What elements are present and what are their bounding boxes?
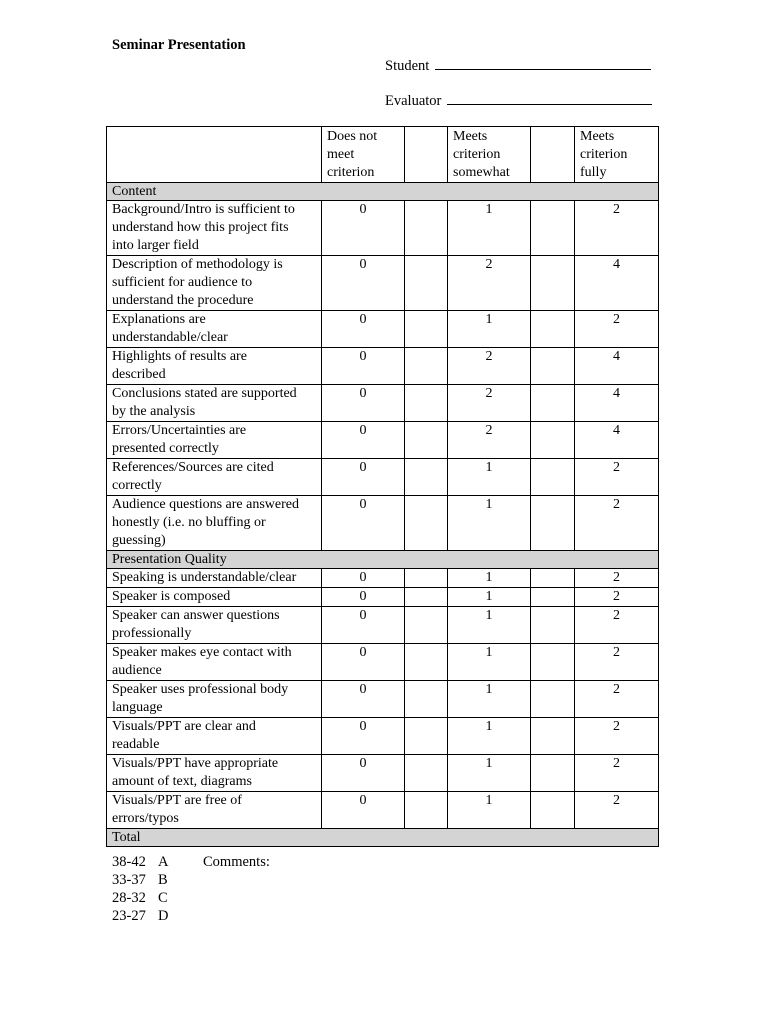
criterion-cell xyxy=(107,459,322,496)
evaluator-field[interactable] xyxy=(385,92,652,110)
cell-text-line: Speaking is understandable/clear xyxy=(112,570,297,585)
grade-range: 28-32 xyxy=(112,890,146,906)
score-cell[interactable]: 2 xyxy=(575,755,659,792)
table-row xyxy=(107,256,659,311)
score-cell[interactable]: 0 xyxy=(322,569,405,588)
total-label: Total xyxy=(107,829,659,847)
blank-cell[interactable] xyxy=(531,201,575,256)
comments-label: Comments: xyxy=(203,854,270,870)
blank-cell[interactable] xyxy=(405,256,448,311)
blank-cell[interactable] xyxy=(531,385,575,422)
criterion-cell xyxy=(107,201,322,256)
table-row xyxy=(107,459,659,496)
section-heading: Presentation Quality xyxy=(107,551,659,569)
cell-text-line: presented correctly xyxy=(112,441,219,456)
table-row xyxy=(107,718,659,755)
criterion-header-cell xyxy=(107,127,322,183)
grade-scale-item xyxy=(112,889,168,907)
score-cell[interactable]: 1 xyxy=(448,569,531,588)
score-cell[interactable]: 2 xyxy=(575,718,659,755)
score-cell[interactable]: 2 xyxy=(575,311,659,348)
student-blank-line[interactable] xyxy=(435,57,651,70)
score-cell[interactable]: 1 xyxy=(448,311,531,348)
cell-text-line: Conclusions stated are supported xyxy=(112,386,297,401)
criterion-cell xyxy=(107,681,322,718)
table-row xyxy=(107,607,659,644)
score-cell[interactable]: 2 xyxy=(448,256,531,311)
blank-cell[interactable] xyxy=(531,459,575,496)
criterion-cell xyxy=(107,422,322,459)
cell-text-line: criterion xyxy=(453,147,501,162)
grade-letter: D xyxy=(158,908,169,924)
score-cell[interactable]: 1 xyxy=(448,607,531,644)
criterion-cell xyxy=(107,496,322,551)
cell-text-line: errors/typos xyxy=(112,811,179,826)
rubric-table xyxy=(106,126,659,847)
table-row xyxy=(107,792,659,829)
score-cell[interactable]: 1 xyxy=(448,201,531,256)
cell-text-line: Explanations are xyxy=(112,312,206,327)
blank-cell[interactable] xyxy=(531,755,575,792)
table-row xyxy=(107,588,659,607)
score-cell[interactable]: 0 xyxy=(322,588,405,607)
rating-header-2 xyxy=(448,127,531,183)
cell-text-line: Description of methodology is xyxy=(112,257,283,272)
criterion-cell xyxy=(107,792,322,829)
grade-scale-item xyxy=(112,853,168,871)
score-cell[interactable]: 4 xyxy=(575,422,659,459)
header-row xyxy=(107,127,659,183)
cell-text-line: Speaker makes eye contact with xyxy=(112,645,292,660)
score-cell[interactable]: 0 xyxy=(322,256,405,311)
criterion-cell xyxy=(107,644,322,681)
score-cell[interactable]: 1 xyxy=(448,681,531,718)
score-cell[interactable]: 4 xyxy=(575,385,659,422)
evaluator-blank-line[interactable] xyxy=(447,92,652,105)
grade-scale-item xyxy=(112,871,168,889)
blank-cell[interactable] xyxy=(531,644,575,681)
cell-text-line: readable xyxy=(112,737,160,752)
score-cell[interactable]: 0 xyxy=(322,607,405,644)
score-cell[interactable]: 1 xyxy=(448,588,531,607)
cell-text-line: professionally xyxy=(112,626,192,641)
score-cell[interactable]: 1 xyxy=(448,459,531,496)
criterion-cell xyxy=(107,588,322,607)
blank-cell[interactable] xyxy=(405,644,448,681)
score-cell[interactable]: 0 xyxy=(322,755,405,792)
grade-range: 38-42 xyxy=(112,854,146,870)
evaluator-label: Evaluator xyxy=(385,93,442,109)
blank-cell[interactable] xyxy=(405,496,448,551)
table-row xyxy=(107,569,659,588)
student-field[interactable] xyxy=(385,57,651,75)
score-cell[interactable]: 0 xyxy=(322,644,405,681)
score-cell[interactable]: 0 xyxy=(322,201,405,256)
blank-cell[interactable] xyxy=(531,311,575,348)
score-cell[interactable]: 1 xyxy=(448,755,531,792)
cell-text-line: Meets xyxy=(580,129,615,144)
cell-text-line: language xyxy=(112,700,163,715)
spacer-cell xyxy=(531,127,575,183)
blank-cell[interactable] xyxy=(405,607,448,644)
blank-cell[interactable] xyxy=(405,422,448,459)
spacer-cell xyxy=(405,127,448,183)
section-row xyxy=(107,183,659,201)
cell-text-line: understand how this project fits xyxy=(112,220,289,235)
grade-range: 33-37 xyxy=(112,872,146,888)
cell-text-line: meet xyxy=(327,147,355,162)
score-cell[interactable]: 1 xyxy=(448,718,531,755)
score-cell[interactable]: 0 xyxy=(322,348,405,385)
blank-cell[interactable] xyxy=(531,422,575,459)
cell-text-line: understand the procedure xyxy=(112,293,254,308)
cell-text-line: amount of text, diagrams xyxy=(112,774,252,789)
blank-cell[interactable] xyxy=(531,256,575,311)
cell-text-line: Visuals/PPT are free of xyxy=(112,793,242,808)
rating-header-3 xyxy=(575,127,659,183)
blank-cell[interactable] xyxy=(405,201,448,256)
score-cell[interactable]: 0 xyxy=(322,385,405,422)
page-title: Seminar Presentation xyxy=(112,37,246,53)
score-cell[interactable]: 1 xyxy=(448,644,531,681)
score-cell[interactable]: 1 xyxy=(448,496,531,551)
cell-text-line: audience xyxy=(112,663,162,678)
cell-text-line: Speaker uses professional body xyxy=(112,682,289,697)
cell-text-line: honestly (i.e. no bluffing or xyxy=(112,515,266,530)
criterion-cell xyxy=(107,311,322,348)
cell-text-line: correctly xyxy=(112,478,162,493)
score-cell[interactable]: 0 xyxy=(322,792,405,829)
student-label: Student xyxy=(385,58,430,74)
cell-text-line: Speaker can answer questions xyxy=(112,608,280,623)
criterion-cell xyxy=(107,256,322,311)
score-cell[interactable]: 0 xyxy=(322,718,405,755)
grade-letter: A xyxy=(158,854,169,870)
rating-header-1 xyxy=(322,127,405,183)
blank-cell[interactable] xyxy=(405,459,448,496)
blank-cell[interactable] xyxy=(405,588,448,607)
cell-text-line: References/Sources are cited xyxy=(112,460,274,475)
cell-text-line: sufficient for audience to xyxy=(112,275,253,290)
score-cell[interactable]: 0 xyxy=(322,459,405,496)
table-row xyxy=(107,385,659,422)
cell-text-line: Visuals/PPT have appropriate xyxy=(112,756,279,771)
table-row xyxy=(107,496,659,551)
table-row xyxy=(107,644,659,681)
criterion-cell xyxy=(107,755,322,792)
table-row xyxy=(107,201,659,256)
blank-cell[interactable] xyxy=(531,348,575,385)
cell-text-line: criterion xyxy=(580,147,628,162)
cell-text-line: fully xyxy=(580,165,607,180)
score-cell[interactable]: 2 xyxy=(575,496,659,551)
blank-cell[interactable] xyxy=(405,681,448,718)
score-cell[interactable]: 2 xyxy=(575,681,659,718)
score-cell[interactable]: 4 xyxy=(575,256,659,311)
score-cell[interactable]: 0 xyxy=(322,422,405,459)
score-cell[interactable]: 4 xyxy=(575,348,659,385)
grade-scale xyxy=(112,853,168,925)
score-cell[interactable]: 1 xyxy=(448,792,531,829)
cell-text-line: criterion xyxy=(327,165,375,180)
cell-text-line: Background/Intro is sufficient to xyxy=(112,202,295,217)
grade-letter: B xyxy=(158,872,168,888)
blank-cell[interactable] xyxy=(531,496,575,551)
blank-cell[interactable] xyxy=(531,607,575,644)
criterion-cell xyxy=(107,607,322,644)
criterion-cell xyxy=(107,385,322,422)
score-cell[interactable]: 2 xyxy=(448,422,531,459)
blank-cell[interactable] xyxy=(405,755,448,792)
cell-text-line: Does not xyxy=(327,129,378,144)
cell-text-line: guessing) xyxy=(112,533,166,548)
cell-text-line: Errors/Uncertainties are xyxy=(112,423,247,438)
section-row xyxy=(107,551,659,569)
blank-cell[interactable] xyxy=(531,718,575,755)
blank-cell[interactable] xyxy=(405,348,448,385)
cell-text-line: somewhat xyxy=(453,165,510,180)
cell-text-line: Meets xyxy=(453,129,488,144)
table-row xyxy=(107,348,659,385)
blank-cell[interactable] xyxy=(531,569,575,588)
table-row xyxy=(107,311,659,348)
cell-text-line: Highlights of results are xyxy=(112,349,247,364)
score-cell[interactable]: 0 xyxy=(322,496,405,551)
score-cell[interactable]: 0 xyxy=(322,681,405,718)
blank-cell[interactable] xyxy=(405,569,448,588)
blank-cell[interactable] xyxy=(405,385,448,422)
table-row xyxy=(107,755,659,792)
score-cell[interactable]: 2 xyxy=(575,792,659,829)
score-cell[interactable]: 2 xyxy=(448,348,531,385)
cell-text-line: Audience questions are answered xyxy=(112,497,299,512)
score-cell[interactable]: 0 xyxy=(322,311,405,348)
score-cell[interactable]: 2 xyxy=(575,569,659,588)
blank-cell[interactable] xyxy=(531,588,575,607)
score-cell[interactable]: 2 xyxy=(448,385,531,422)
criterion-cell xyxy=(107,569,322,588)
grade-letter: C xyxy=(158,890,168,906)
score-cell[interactable]: 2 xyxy=(575,201,659,256)
cell-text-line: described xyxy=(112,367,166,382)
blank-cell[interactable] xyxy=(405,792,448,829)
criterion-cell xyxy=(107,348,322,385)
cell-text-line: Speaker is composed xyxy=(112,589,231,604)
criterion-cell xyxy=(107,718,322,755)
table-row xyxy=(107,681,659,718)
cell-text-line: understandable/clear xyxy=(112,330,228,345)
grade-range: 23-27 xyxy=(112,908,146,924)
score-cell[interactable]: 2 xyxy=(575,588,659,607)
score-cell[interactable]: 2 xyxy=(575,644,659,681)
cell-text-line: into larger field xyxy=(112,238,199,253)
cell-text-line: Visuals/PPT are clear and xyxy=(112,719,256,734)
section-heading: Content xyxy=(107,183,659,201)
score-cell[interactable]: 2 xyxy=(575,607,659,644)
cell-text-line: by the analysis xyxy=(112,404,196,419)
score-cell[interactable]: 2 xyxy=(575,459,659,496)
blank-cell[interactable] xyxy=(531,681,575,718)
grade-scale-item xyxy=(112,907,168,925)
blank-cell[interactable] xyxy=(405,718,448,755)
table-row xyxy=(107,422,659,459)
total-row xyxy=(107,829,659,847)
blank-cell[interactable] xyxy=(405,311,448,348)
blank-cell[interactable] xyxy=(531,792,575,829)
